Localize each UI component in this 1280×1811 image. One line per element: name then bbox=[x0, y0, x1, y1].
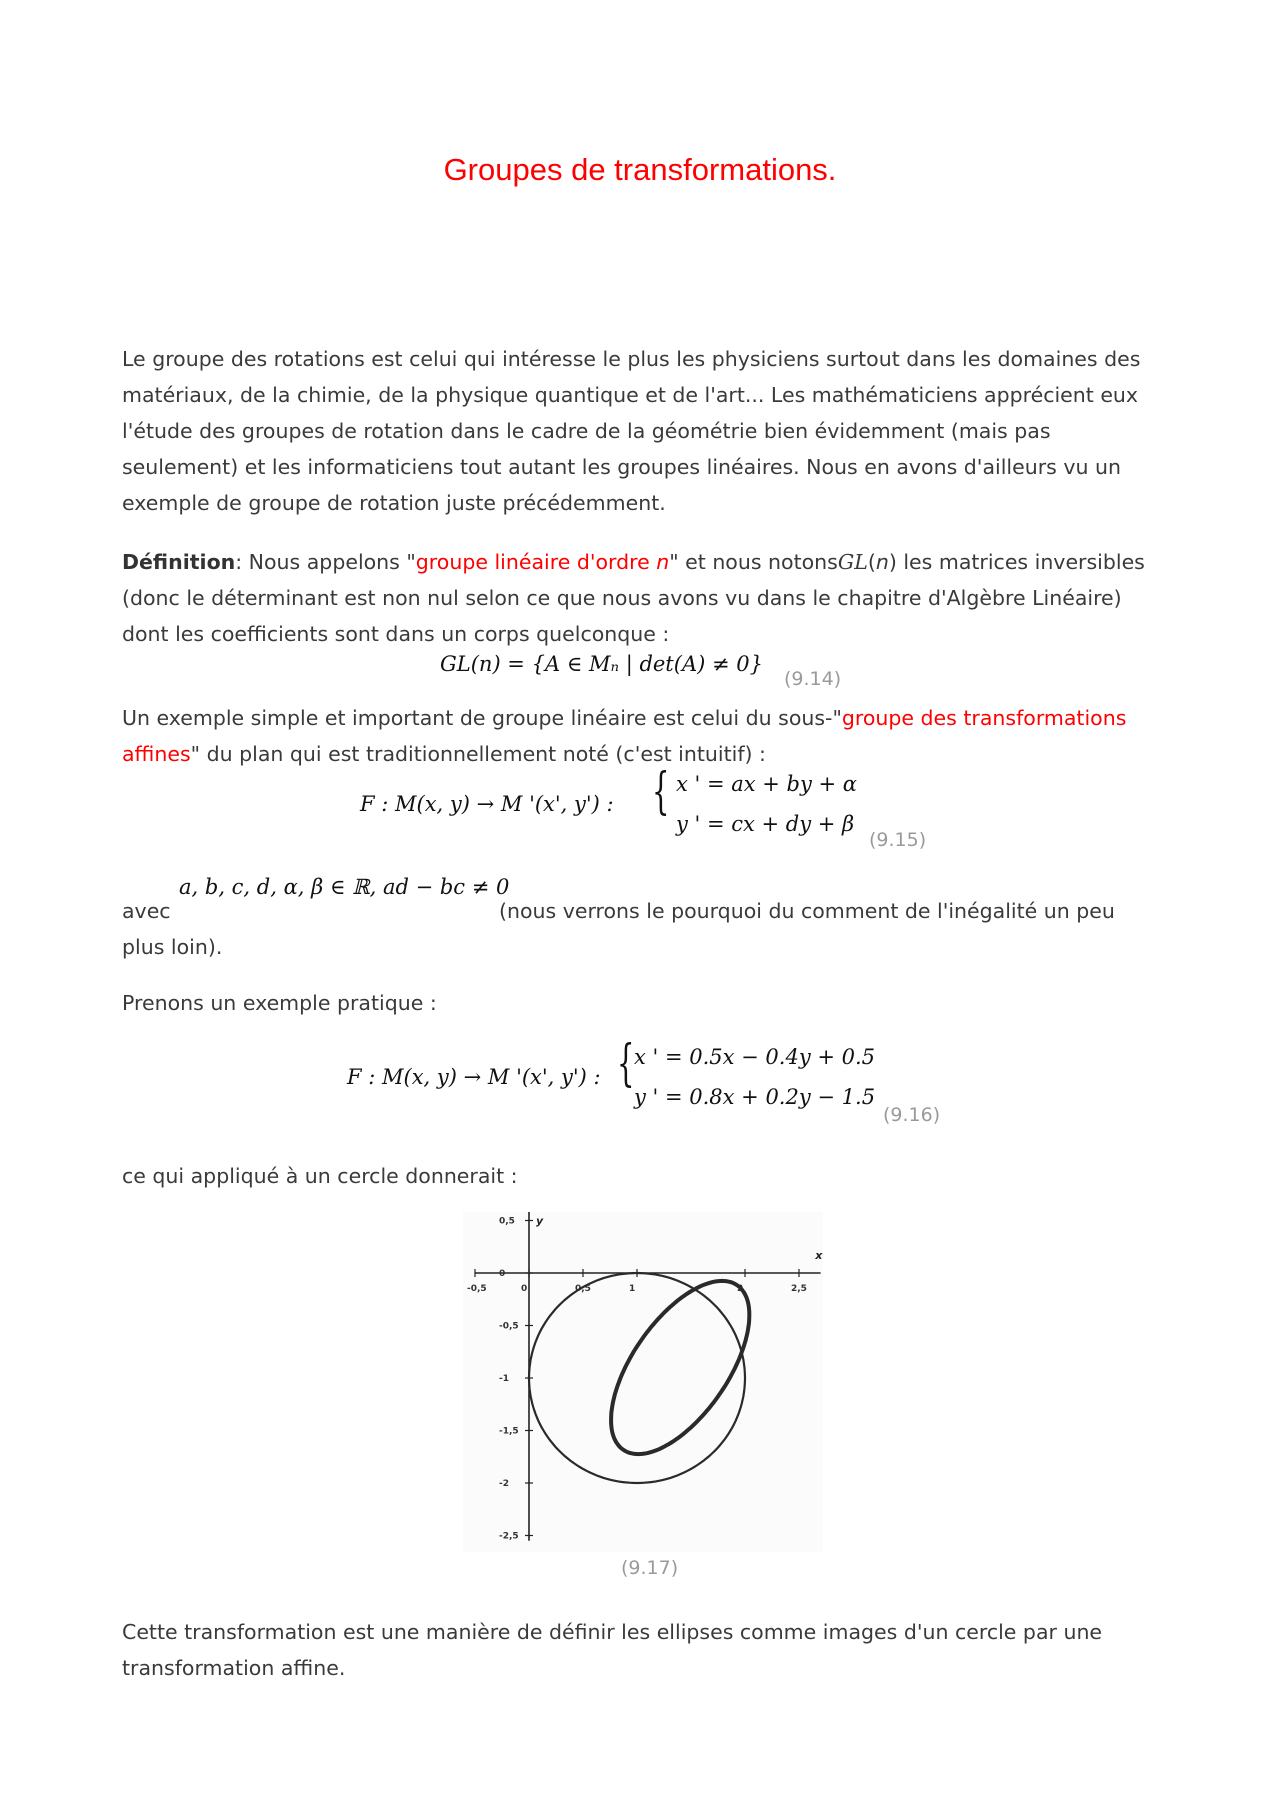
x-axis-label: x bbox=[815, 1249, 823, 1262]
definition-paragraph bbox=[122, 544, 1162, 652]
affine-paragraph bbox=[122, 700, 1162, 772]
y-tick-label: 0 bbox=[499, 1269, 506, 1279]
equation-9-16-lhs: F : M(x, y) → M '(x', y') : bbox=[347, 1065, 601, 1089]
condition-rest: (nous verrons le pourquoi du comment de l'inégalité un peu bbox=[499, 899, 1115, 923]
circle-intro: ce qui appliqué à un cercle donnerait : bbox=[122, 1164, 518, 1188]
figure-background bbox=[463, 1212, 823, 1552]
intro-paragraph: Le groupe des rotations est celui qui intéresse le plus les physiciens surtout dans les domaines des matériaux, de la chimie, de la physique quantique et de l'art... Les mathématiciens apprécient eux l'étude des groupes de rotation dans le cadre de la géométrie bien évidemment (mais pas seulement) et les informaticiens tout autant les groupes linéaires. Nous en avons d'ailleurs vu un exemple de groupe de rotation juste précédemment. bbox=[122, 347, 1141, 515]
definition-term-text: groupe linéaire d'ordre bbox=[415, 550, 657, 574]
x-tick-label: 1 bbox=[629, 1284, 636, 1294]
example-intro: Prenons un exemple pratique : bbox=[122, 991, 437, 1015]
page-title: Groupes de transformations. bbox=[443, 152, 837, 187]
definition-label: Définition bbox=[122, 550, 236, 574]
equation-9-15-line2: y ' = cx + dy + β bbox=[676, 812, 855, 836]
definition-after-term: " et nous notons bbox=[669, 550, 838, 574]
gl-close: ) bbox=[888, 550, 897, 574]
equation-9-16-brace: { bbox=[617, 1034, 635, 1092]
y-tick-label: -1,5 bbox=[499, 1426, 519, 1437]
equation-number-9-14: (9.14) bbox=[784, 668, 842, 690]
y-tick-label: -2,5 bbox=[499, 1531, 519, 1542]
y-tick-label: -2 bbox=[499, 1479, 509, 1489]
definition-term bbox=[416, 550, 669, 574]
figure-number-9-17: (9.17) bbox=[621, 1557, 679, 1579]
y-tick-label: -1 bbox=[499, 1374, 509, 1384]
equation-9-16-line1: x ' = 0.5x − 0.4y + 0.5 bbox=[634, 1045, 876, 1069]
transformation-figure bbox=[463, 1212, 823, 1552]
affine-before: Un exemple simple et important de groupe linéaire est celui du sous-" bbox=[122, 706, 842, 730]
avec-word: avec bbox=[122, 899, 171, 923]
equation-number-9-15: (9.15) bbox=[869, 829, 927, 851]
definition-rest: les matrices inversibles (donc le déterminant est non nul selon ce que nous avons vu dans le chapitre d'Algèbre Linéaire) dont les coefficients sont dans un corps quelconque : bbox=[122, 550, 1145, 646]
equation-9-14: GL(n) = {A ∈ Mₙ | det(A) ≠ 0} bbox=[440, 652, 763, 676]
definition-term-n: n bbox=[656, 550, 670, 574]
equation-9-15-lhs: F : M(x, y) → M '(x', y') : bbox=[360, 792, 614, 816]
equation-9-15-line1: x ' = ax + by + α bbox=[676, 772, 857, 796]
affine-after: " du plan qui est traditionnellement noté (c'est intuitif) : bbox=[190, 742, 766, 766]
equation-9-16-line2: y ' = 0.8x + 0.2y − 1.5 bbox=[634, 1085, 876, 1109]
condition-rest-2: plus loin). bbox=[122, 935, 223, 959]
definition-colon: : Nous appelons " bbox=[235, 550, 416, 574]
condition-formula: a, b, c, d, α, β ∈ ℝ, ad − bc ≠ 0 bbox=[179, 875, 510, 899]
gl-symbol: GL bbox=[837, 550, 868, 574]
x-tick-label: 0,5 bbox=[575, 1284, 591, 1294]
y-tick-label: -0,5 bbox=[499, 1321, 519, 1332]
x-tick-label: 0 bbox=[521, 1284, 528, 1294]
y-axis-label: y bbox=[536, 1214, 544, 1228]
affine-term: groupe des transformations affines bbox=[122, 706, 1127, 766]
y-tick-label: 0,5 bbox=[499, 1216, 515, 1227]
x-tick-label: -0,5 bbox=[467, 1284, 487, 1294]
gl-open: ( bbox=[867, 550, 876, 574]
x-tick-label: 2,5 bbox=[791, 1284, 807, 1294]
equation-number-9-16: (9.16) bbox=[883, 1104, 941, 1126]
x-tick-label: 2 bbox=[737, 1284, 744, 1294]
equation-9-15-brace: { bbox=[652, 762, 670, 820]
gl-n: n bbox=[875, 550, 889, 574]
conclusion-paragraph: Cette transformation est une manière de définir les ellipses comme images d'un cercle par une transformation affine. bbox=[122, 1620, 1103, 1680]
